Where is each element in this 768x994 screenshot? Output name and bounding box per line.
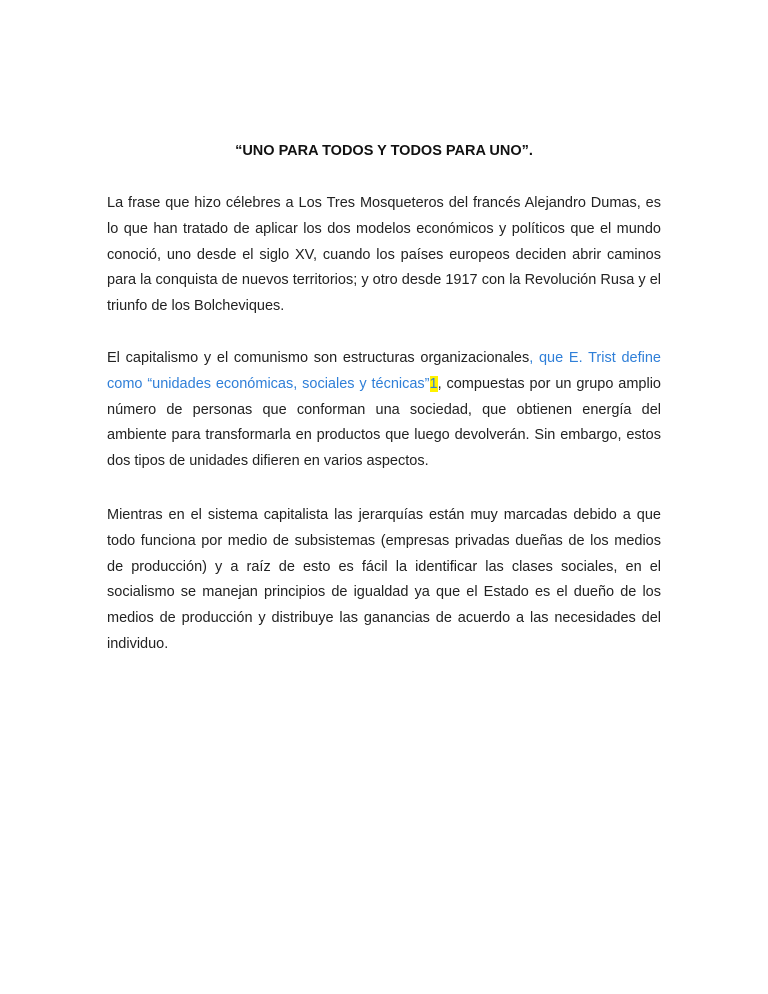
document-title: “UNO PARA TODOS Y TODOS PARA UNO”. bbox=[235, 143, 533, 159]
paragraph-3: Mientras en el sistema capitalista las jerarquías están muy marcadas debido a que todo funciona por medio de subsistemas (empresas privadas dueñas de los medios de producción) y a raíz de esto es fácil la identificar las clases sociales, en el socialismo se manejan principios de igualdad ya que el Estado es el dueño de los medios de producción y distribuye las ganancias de acuerdo a las necesidades del individuo. bbox=[107, 507, 661, 652]
trist-definition-link[interactable]: , que E. Trist define como “unidades económicas, sociales y técnicas” bbox=[107, 350, 661, 392]
paragraph-2 bbox=[107, 346, 661, 475]
paragraph-1: La frase que hizo célebres a Los Tres Mosqueteros del francés Alejandro Dumas, es lo que han tratado de aplicar los dos modelos económicos y políticos que el mundo conoció, uno desde el siglo XV, cuando los países europeos deciden abrir caminos para la conquista de nuevos territorios; y otro desde 1917 con la Revolución Rusa y el triunfo de los Bolcheviques. bbox=[107, 195, 661, 315]
paragraph-2-text-end: , compuestas por un grupo amplio número de personas que conforman una sociedad, que obtienen energía del ambiente para transformarla en productos que luego devolverán. Sin embargo, estos dos tipos de unidades difieren en varios aspectos. bbox=[107, 375, 661, 470]
paragraph-2-text-start: El capitalismo y el comunismo son estructuras organizacionales bbox=[107, 350, 530, 366]
footnote-reference[interactable]: 1 bbox=[429, 375, 438, 392]
